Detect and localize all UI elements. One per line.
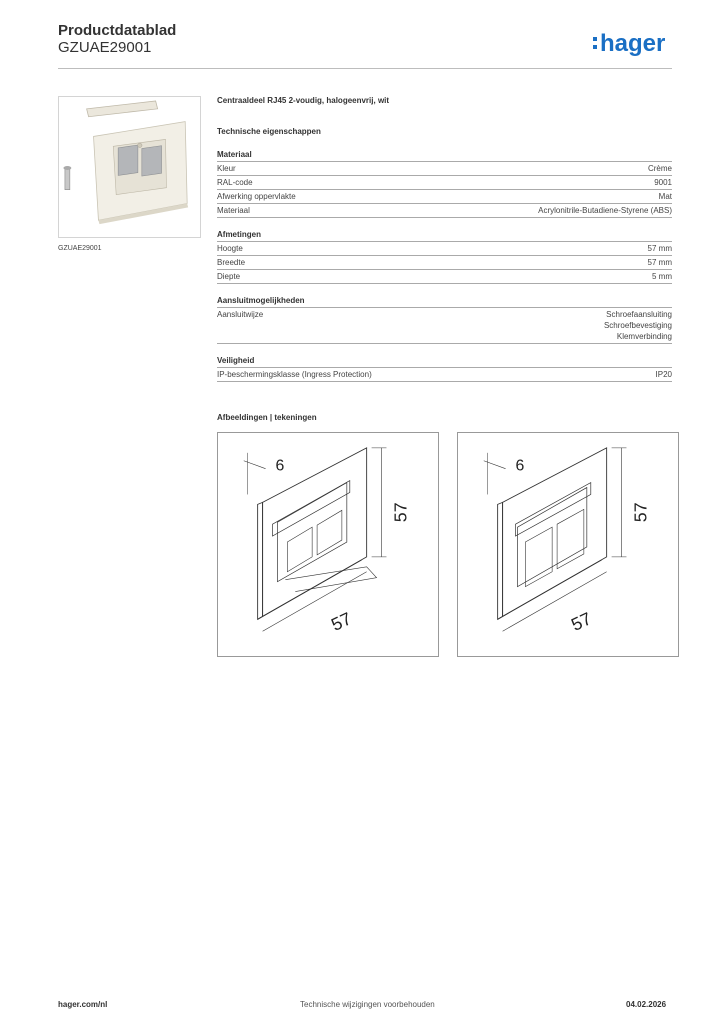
spec-panel (217, 96, 672, 394)
spec-label: RAL-code (217, 178, 253, 187)
spec-row (217, 176, 672, 190)
dim-height-label: 57 (630, 502, 651, 523)
spec-value: 5 mm (652, 272, 672, 281)
spec-value: Schroefbevestiging (603, 321, 672, 330)
product-image (58, 96, 201, 238)
product-code: GZUAE29001 (58, 39, 152, 56)
image-caption: GZUAE29001 (58, 245, 102, 252)
spec-label: Materiaal (217, 206, 250, 215)
spec-row (217, 242, 672, 256)
dim-height-label: 57 (390, 502, 411, 523)
drawings-title: Afbeeldingen | tekeningen (217, 413, 317, 422)
spec-row (217, 190, 672, 204)
hager-logo (591, 26, 675, 60)
section-title: Materiaal (217, 150, 672, 162)
product-description: Centraaldeel RJ45 2-voudig, halogeenvrij, wit (217, 96, 390, 105)
spec-row (217, 256, 672, 270)
spec-value: Crème (647, 164, 672, 173)
dim-width-label: 57 (568, 608, 595, 635)
section-aansluitmogelijkheden (217, 296, 672, 344)
section-afmetingen (217, 230, 672, 284)
dim-depth-label: 6 (515, 457, 525, 475)
logo-text: hager (600, 30, 666, 57)
technical-drawing-back (457, 432, 679, 657)
technical-drawing-front (217, 432, 439, 657)
spec-value: Klemverbinding (616, 332, 672, 341)
spec-label: Kleur (217, 164, 236, 173)
spec-value: 57 mm (647, 258, 672, 267)
footer-notice: Technische wijzigingen voorbehouden (300, 1000, 435, 1009)
spec-label: Afwerking oppervlakte (217, 192, 296, 201)
spec-row (217, 270, 672, 284)
spec-value: 57 mm (647, 244, 672, 253)
page-title: Productdatablad (58, 22, 177, 39)
spec-value: 9001 (654, 178, 672, 187)
spec-value: Schroefaansluiting (606, 310, 672, 319)
spec-value: Acrylonitrile-Butadiene-Styrene (ABS) (538, 206, 672, 215)
spec-value-list (604, 309, 672, 342)
dim-width-label: 57 (328, 608, 355, 635)
spec-label: Diepte (217, 272, 241, 281)
spec-label: IP-beschermingsklasse (Ingress Protection) (217, 370, 372, 379)
spec-value: IP20 (655, 370, 672, 379)
spec-label: Breedte (217, 258, 246, 267)
spec-label: Aansluitwijze (217, 310, 264, 319)
spec-row (217, 162, 672, 176)
section-materiaal (217, 150, 672, 218)
footer-date: 04.02.2026 (626, 1000, 667, 1009)
spec-row (217, 368, 672, 382)
spec-label: Hoogte (217, 244, 243, 253)
section-title: Aansluitmogelijkheden (217, 296, 672, 308)
section-veiligheid (217, 356, 672, 382)
tech-heading: Technische eigenschappen (217, 127, 321, 136)
spec-row (217, 204, 672, 218)
section-title: Afmetingen (217, 230, 672, 242)
spec-row (217, 308, 672, 344)
section-title: Veiligheid (217, 356, 672, 368)
header-divider (58, 68, 672, 69)
dim-depth-label: 6 (275, 457, 285, 475)
spec-value: Mat (658, 192, 672, 201)
footer-website[interactable]: hager.com/nl (58, 1000, 108, 1009)
